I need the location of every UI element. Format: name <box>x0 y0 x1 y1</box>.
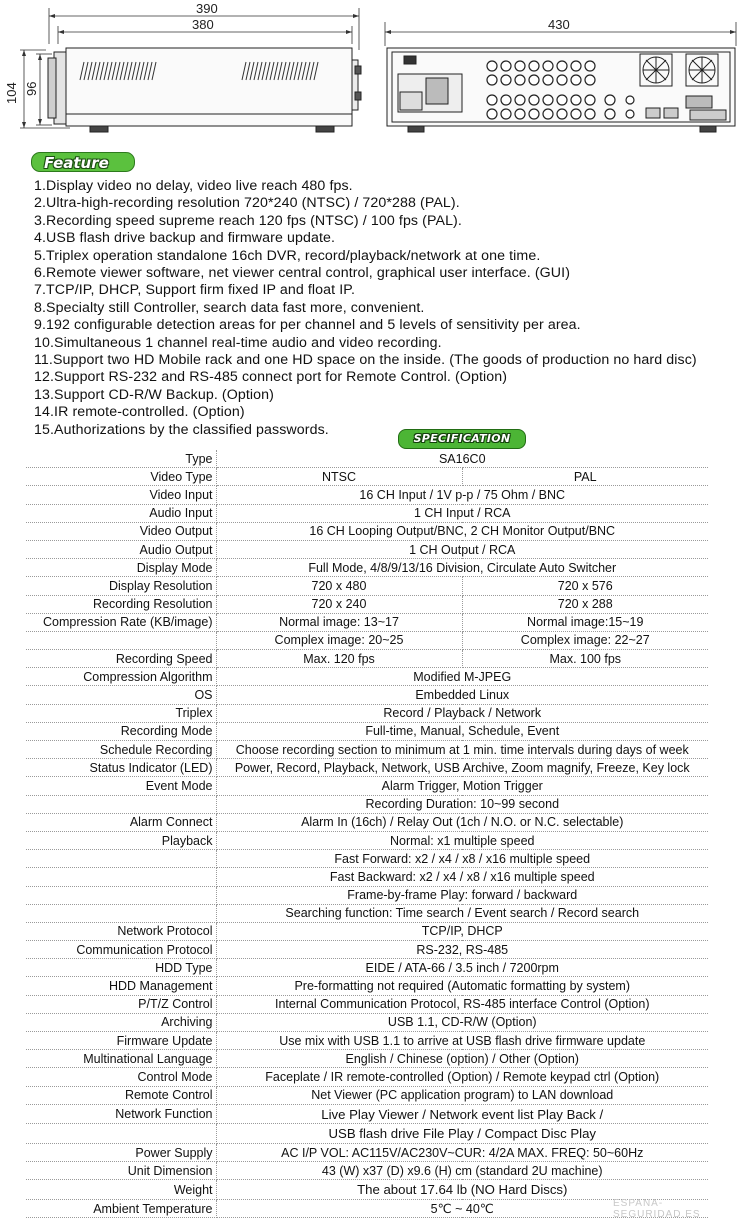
spec-label: Video Output <box>26 522 216 540</box>
table-row <box>26 522 708 540</box>
list-item: 15.Authorizations by the classified passwords. <box>34 421 329 438</box>
list-item: 4.USB flash drive backup and firmware update. <box>34 230 336 247</box>
technical-drawing <box>0 0 738 148</box>
spec-value: Faceplate / IR remote-controlled (Option) / Remote keypad ctrl (Option) <box>216 1068 708 1086</box>
spec-value-pal: Max. 100 fps <box>462 650 708 668</box>
spec-label: Playback <box>26 831 216 849</box>
spec-label: Weight <box>26 1180 216 1200</box>
table-row <box>26 468 708 486</box>
list-item: 13.Support CD-R/W Backup. (Option) <box>34 386 274 403</box>
spec-value: Power, Record, Playback, Network, USB Archive, Zoom magnify, Freeze, Key lock <box>216 759 708 777</box>
spec-label: Triplex <box>26 704 216 722</box>
spec-label: HDD Type <box>26 959 216 977</box>
table-row <box>26 577 708 595</box>
table-row <box>26 1143 708 1161</box>
spec-value: 1 CH Input / RCA <box>216 504 708 522</box>
spec-label: Recording Speed <box>26 650 216 668</box>
table-row <box>26 613 708 631</box>
spec-value: Frame-by-frame Play: forward / backward <box>216 886 708 904</box>
spec-label: Firmware Update <box>26 1032 216 1050</box>
spec-value: 5℃ ~ 40℃ <box>216 1199 708 1217</box>
table-row <box>26 886 708 904</box>
spec-value: Searching function: Time search / Event search / Record search <box>216 904 708 922</box>
spec-label: Compression Rate (KB/image) <box>26 613 216 631</box>
spec-label: Remote Control <box>26 1086 216 1104</box>
spec-label: Network Protocol <box>26 922 216 940</box>
table-row <box>26 540 708 558</box>
spec-label: Display Resolution <box>26 577 216 595</box>
dim-side-outer: 390 <box>196 1 218 16</box>
spec-label: Recording Mode <box>26 722 216 740</box>
spec-value-pal: Complex image: 22~27 <box>462 631 708 649</box>
table-row <box>26 941 708 959</box>
table-row <box>26 741 708 759</box>
table-row <box>26 686 708 704</box>
table-row <box>26 1032 708 1050</box>
list-item: 9.192 configurable detection areas for per channel and 5 levels of sensitivity per area. <box>34 317 581 334</box>
dim-height-outer: 104 <box>4 82 19 104</box>
table-row <box>26 650 708 668</box>
table-row <box>26 813 708 831</box>
spec-label-empty <box>26 795 216 813</box>
spec-value: Pre-formatting not required (Automatic formatting by system) <box>216 977 708 995</box>
spec-value-pal: Normal image:15~19 <box>462 613 708 631</box>
spec-label: Archiving <box>26 1013 216 1031</box>
spec-value: Recording Duration: 10~99 second <box>216 795 708 813</box>
table-row <box>26 1180 708 1200</box>
spec-value: Normal: x1 multiple speed <box>216 831 708 849</box>
table-row <box>26 922 708 940</box>
spec-value: Record / Playback / Network <box>216 704 708 722</box>
dim-rear-width: 430 <box>548 17 570 32</box>
spec-label: Unit Dimension <box>26 1162 216 1180</box>
feature-title: Feature <box>31 152 135 172</box>
feature-list <box>34 178 697 439</box>
spec-value: The about 17.64 lb (NO Hard Discs) <box>216 1180 708 1200</box>
spec-value-ntsc: NTSC <box>216 468 462 486</box>
list-item: 10.Simultaneous 1 channel real-time audio and video recording. <box>34 334 442 351</box>
table-row <box>26 504 708 522</box>
spec-value-ntsc: 720 x 240 <box>216 595 462 613</box>
spec-label: Audio Output <box>26 540 216 558</box>
list-item: 2.Ultra-high-recording resolution 720*240 (NTSC) / 720*288 (PAL). <box>34 195 460 212</box>
spec-label: Display Mode <box>26 559 216 577</box>
spec-value: Full-time, Manual, Schedule, Event <box>216 722 708 740</box>
table-row <box>26 486 708 504</box>
spec-value: Full Mode, 4/8/9/13/16 Division, Circulate Auto Switcher <box>216 559 708 577</box>
table-row <box>26 631 708 649</box>
spec-value-ntsc: Max. 120 fps <box>216 650 462 668</box>
spec-label: OS <box>26 686 216 704</box>
table-row <box>26 668 708 686</box>
spec-value: 43 (W) x37 (D) x9.6 (H) cm (standard 2U machine) <box>216 1162 708 1180</box>
table-row <box>26 722 708 740</box>
table-row <box>26 450 708 468</box>
spec-label: Control Mode <box>26 1068 216 1086</box>
spec-label: Event Mode <box>26 777 216 795</box>
spec-label: Type <box>26 450 216 468</box>
spec-value: 16 CH Looping Output/BNC, 2 CH Monitor Output/BNC <box>216 522 708 540</box>
specification-table <box>26 450 708 1218</box>
table-row <box>26 995 708 1013</box>
table-row <box>26 1199 708 1217</box>
specification-title: SPECIFICATION <box>398 429 526 449</box>
spec-value: Alarm Trigger, Motion Trigger <box>216 777 708 795</box>
spec-value: AC I/P VOL: AC115V/AC230V~CUR: 4/2A MAX. FREQ: 50~60Hz <box>216 1143 708 1161</box>
spec-value: SA16C0 <box>216 450 708 468</box>
list-item: 5.Triplex operation standalone 16ch DVR, record/playback/network at one time. <box>34 247 541 264</box>
table-row <box>26 868 708 886</box>
table-row <box>26 959 708 977</box>
spec-value-pal: 720 x 288 <box>462 595 708 613</box>
table-row <box>26 559 708 577</box>
table-row <box>26 1068 708 1086</box>
spec-label: Recording Resolution <box>26 595 216 613</box>
list-item: 8.Specialty still Controller, search data fast more, convenient. <box>34 299 425 316</box>
table-row <box>26 977 708 995</box>
spec-value: Alarm In (16ch) / Relay Out (1ch / N.O. or N.C. selectable) <box>216 813 708 831</box>
spec-value: Use mix with USB 1.1 to arrive at USB flash drive firmware update <box>216 1032 708 1050</box>
table-row <box>26 850 708 868</box>
spec-value-ntsc: 720 x 480 <box>216 577 462 595</box>
list-item: 1.Display video no delay, video live reach 480 fps. <box>34 178 353 194</box>
side-view <box>48 48 361 132</box>
table-row <box>26 904 708 922</box>
table-row <box>26 759 708 777</box>
spec-value: Embedded Linux <box>216 686 708 704</box>
table-row <box>26 1050 708 1068</box>
table-row <box>26 1124 708 1144</box>
spec-label-empty <box>26 850 216 868</box>
spec-label-empty <box>26 1124 216 1144</box>
spec-value: Fast Backward: x2 / x4 / x8 / x16 multiple speed <box>216 868 708 886</box>
list-item: 3.Recording speed supreme reach 120 fps (NTSC) / 100 fps (PAL). <box>34 212 462 229</box>
list-item: 12.Support RS-232 and RS-485 connect port for Remote Control. (Option) <box>34 369 508 386</box>
spec-value-pal: 720 x 576 <box>462 577 708 595</box>
spec-value: Internal Communication Protocol, RS-485 interface Control (Option) <box>216 995 708 1013</box>
spec-value: Choose recording section to minimum at 1 min. time intervals during days of week <box>216 741 708 759</box>
spec-value: TCP/IP, DHCP <box>216 922 708 940</box>
spec-value: Fast Forward: x2 / x4 / x8 / x16 multiple speed <box>216 850 708 868</box>
spec-label: Schedule Recording <box>26 741 216 759</box>
list-item: 14.IR remote-controlled. (Option) <box>34 404 245 421</box>
table-row <box>26 777 708 795</box>
spec-value-pal: PAL <box>462 468 708 486</box>
spec-value: Modified M-JPEG <box>216 668 708 686</box>
dim-side-inner: 380 <box>192 17 214 32</box>
spec-label: Network Function <box>26 1104 216 1124</box>
spec-value: English / Chinese (option) / Other (Option) <box>216 1050 708 1068</box>
spec-value-ntsc: Complex image: 20~25 <box>216 631 462 649</box>
spec-value: 1 CH Output / RCA <box>216 540 708 558</box>
spec-label: Video Input <box>26 486 216 504</box>
spec-value: RS-232, RS-485 <box>216 941 708 959</box>
spec-label: P/T/Z Control <box>26 995 216 1013</box>
table-row <box>26 1162 708 1180</box>
spec-label: Audio Input <box>26 504 216 522</box>
table-row <box>26 595 708 613</box>
spec-value: USB 1.1, CD-R/W (Option) <box>216 1013 708 1031</box>
table-row <box>26 795 708 813</box>
spec-value: Net Viewer (PC application program) to LAN download <box>216 1086 708 1104</box>
spec-label: Ambient Temperature <box>26 1199 216 1217</box>
table-row <box>26 1013 708 1031</box>
list-item: 11.Support two HD Mobile rack and one HD space on the inside. (The goods of production no hard disc) <box>34 352 697 369</box>
spec-value: Live Play Viewer / Network event list Play Back / <box>216 1104 708 1124</box>
spec-label-empty <box>26 631 216 649</box>
list-item: 6.Remote viewer software, net viewer central control, graphical user interface. (GUI) <box>34 265 571 282</box>
spec-value: USB flash drive File Play / Compact Disc Play <box>216 1124 708 1144</box>
spec-value: 16 CH Input / 1V p-p / 75 Ohm / BNC <box>216 486 708 504</box>
table-row <box>26 1086 708 1104</box>
spec-label: Power Supply <box>26 1143 216 1161</box>
spec-label-empty <box>26 886 216 904</box>
dim-height-inner: 96 <box>24 81 39 96</box>
spec-label: Status Indicator (LED) <box>26 759 216 777</box>
table-row <box>26 831 708 849</box>
list-item: 7.TCP/IP, DHCP, Support firm fixed IP and float IP. <box>34 282 356 299</box>
spec-label-empty <box>26 868 216 886</box>
table-row <box>26 1104 708 1124</box>
spec-label: Compression Algorithm <box>26 668 216 686</box>
spec-label: Alarm Connect <box>26 813 216 831</box>
spec-value-ntsc: Normal image: 13~17 <box>216 613 462 631</box>
watermark: ESPANA-SEGURIDAD.ES <box>613 1198 701 1220</box>
spec-label: HDD Management <box>26 977 216 995</box>
spec-label: Multinational Language <box>26 1050 216 1068</box>
spec-label: Video Type <box>26 468 216 486</box>
spec-label: Communication Protocol <box>26 941 216 959</box>
spec-value: EIDE / ATA-66 / 3.5 inch / 7200rpm <box>216 959 708 977</box>
spec-label-empty <box>26 904 216 922</box>
table-row <box>26 704 708 722</box>
